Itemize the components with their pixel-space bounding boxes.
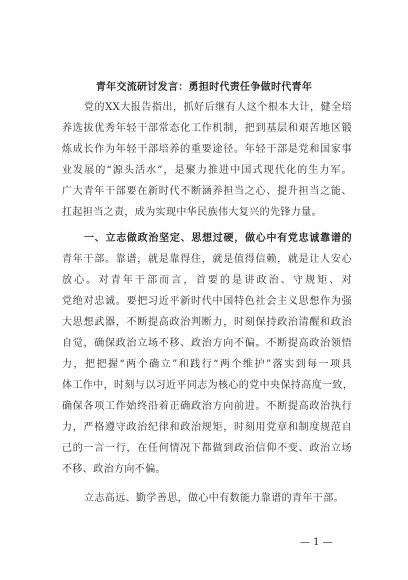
section-heading: 一、立志做政治坚定、思想过硬，做心中有党忠诚靠谱的 xyxy=(84,233,352,244)
paragraph-line: 力，严格遵守政治纪律和政治规矩，时刻用党章和制度规范自 xyxy=(62,422,352,433)
paragraph-line: 青年干部。靠谱，就是靠得住，就是值得信赖，就是让人安心 xyxy=(62,254,352,265)
paragraph-line: 己的一言一行，在任何情况下都做到政治信仰不变、政治立场 xyxy=(62,443,352,454)
paragraph-line: 业发展的“源头活水”，是聚力推进中国式现代化的生力军。 xyxy=(62,165,352,176)
paragraph-line: 力，把把握“两个确立”和践行“两个维护”落实到每一项具 xyxy=(62,359,352,370)
paragraph-line: 放心。对青年干部而言，首要的是讲政治、守规矩、对 xyxy=(62,275,352,286)
paragraph-line: 不移、政治方向不偏。 xyxy=(62,464,166,475)
paragraph-line: 炼成长作为年轻干部培养的重要途径。年轻干部是党和国家事 xyxy=(62,144,352,155)
paragraph-line: 体工作中，时刻与以习近平同志为核心的党中央保持高度一致， xyxy=(62,380,354,391)
paragraph-line: 广大青年干部要在新时代不断涵养担当之心、提升担当之能、 xyxy=(62,186,352,197)
paragraph-line: 大思想武器，不断提高政治判断力，时刻保持政治清醒和政治 xyxy=(62,317,352,328)
paragraph-line: 养选拔优秀年轻干部常态化工作机制，把到基层和艰苦地区锻 xyxy=(62,123,352,134)
paragraph-line: 立志高远、勤学善思，做心中有数能力靠谱的青年干部。 xyxy=(84,493,344,504)
paragraph-line: 自觉，确保政治立场不移、政治方向不偏。不断提高政治领悟 xyxy=(62,338,352,349)
paragraph-line: 党绝对忠诚。要把习近平新时代中国特色社会主义思想作为强 xyxy=(62,296,352,307)
paragraph-line: 扛起担当之责，成为实现中华民族伟大复兴的先锋力量。 xyxy=(62,207,322,218)
document-title: 青年交流研讨发言：勇担时代责任争做时代青年 xyxy=(95,82,313,93)
page-number: — 1 — xyxy=(300,537,333,548)
paragraph-line: 确保各项工作始终沿着正确政治方向前进。不断提高政治执行 xyxy=(62,401,352,412)
paragraph-line: 党的XX大报告指出，抓好后继有人这个根本大计，健全培 xyxy=(84,102,352,113)
